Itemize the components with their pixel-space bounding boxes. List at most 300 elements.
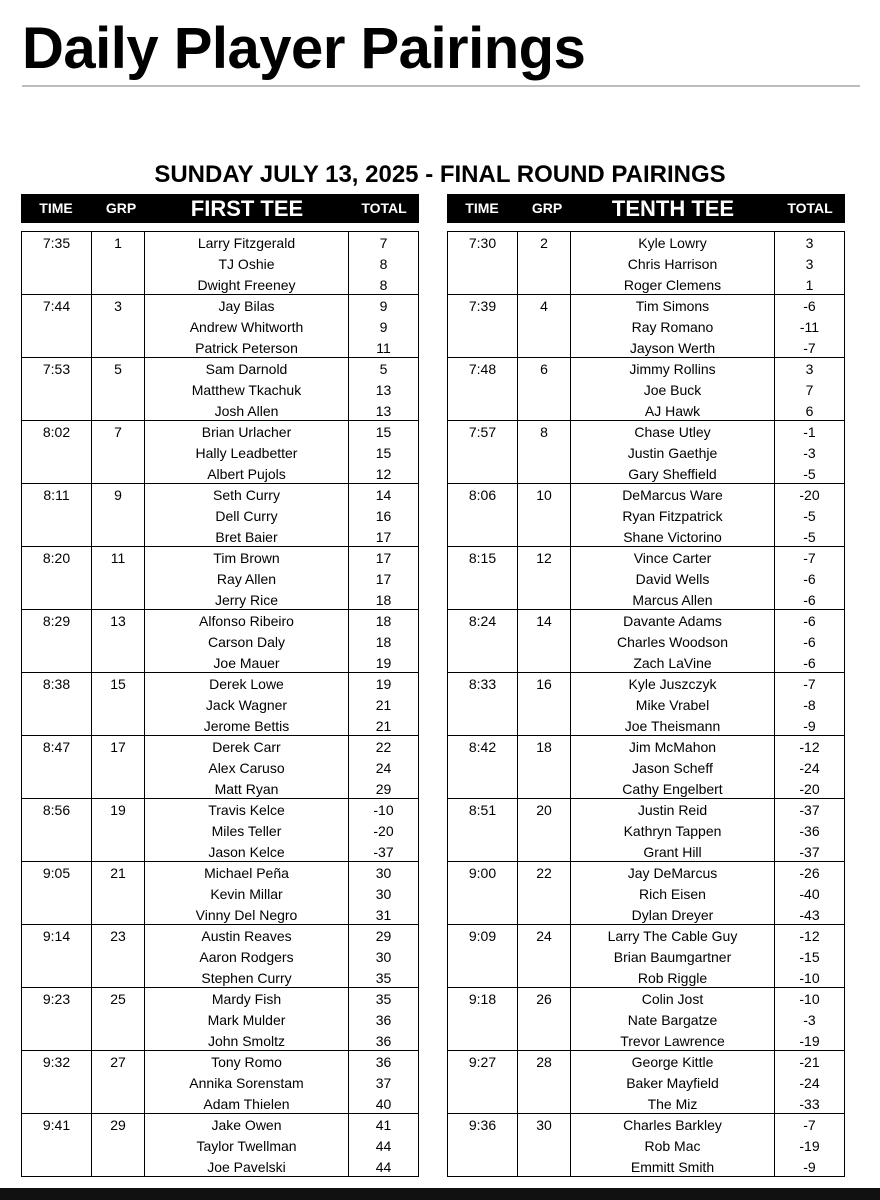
player-name: Jay Bilas bbox=[218, 298, 275, 314]
player-name: Austin Reaves bbox=[201, 928, 292, 944]
group-number: 23 bbox=[92, 925, 145, 987]
player-total: 29 bbox=[375, 928, 392, 944]
total-header: TOTAL bbox=[361, 200, 407, 216]
player-total: 8 bbox=[379, 256, 388, 272]
group-number: 24 bbox=[518, 925, 571, 987]
tee-time: 9:00 bbox=[448, 862, 518, 924]
player-total: -20 bbox=[799, 781, 820, 797]
player-name: Jake Owen bbox=[211, 1117, 282, 1133]
tee-time: 9:32 bbox=[22, 1051, 92, 1113]
player-total: -43 bbox=[799, 907, 820, 923]
player-name: Travis Kelce bbox=[208, 802, 285, 818]
group-number: 8 bbox=[518, 421, 571, 483]
tee-time: 8:33 bbox=[448, 673, 518, 735]
player-total: -8 bbox=[803, 697, 816, 713]
page-title: Daily Player Pairings bbox=[22, 16, 586, 81]
totals-cell bbox=[775, 421, 844, 483]
player-name: TJ Oshie bbox=[218, 256, 275, 272]
tee-time: 8:47 bbox=[22, 736, 92, 798]
pairing-group-row bbox=[448, 1114, 844, 1176]
players-cell bbox=[145, 484, 349, 546]
totals-cell bbox=[349, 799, 418, 861]
player-total: 9 bbox=[379, 319, 388, 335]
player-total: -6 bbox=[803, 634, 816, 650]
totals-cell bbox=[775, 484, 844, 546]
pairing-group-row bbox=[22, 358, 418, 421]
player-total: -11 bbox=[799, 319, 820, 335]
group-number: 29 bbox=[92, 1114, 145, 1176]
totals-cell bbox=[349, 736, 418, 798]
player-total: 3 bbox=[805, 235, 814, 251]
totals-cell bbox=[349, 925, 418, 987]
pairing-group-row bbox=[448, 673, 844, 736]
player-name: Albert Pujols bbox=[207, 466, 286, 482]
player-total: 18 bbox=[375, 592, 392, 608]
player-total: 6 bbox=[805, 403, 814, 419]
pairing-group-row bbox=[448, 988, 844, 1051]
player-name: Mike Vrabel bbox=[635, 697, 710, 713]
player-name: Mark Mulder bbox=[207, 1012, 286, 1028]
player-total: 18 bbox=[375, 613, 392, 629]
player-name: Tim Brown bbox=[213, 550, 280, 566]
players-cell bbox=[571, 610, 775, 672]
player-total: -20 bbox=[799, 487, 820, 503]
player-name: Jason Kelce bbox=[208, 844, 285, 860]
player-total: -36 bbox=[799, 823, 820, 839]
grp-header: GRP bbox=[105, 200, 137, 216]
tee-time: 7:48 bbox=[448, 358, 518, 420]
tenth-tee-header bbox=[447, 194, 845, 223]
player-total: -24 bbox=[799, 1075, 820, 1091]
player-total: 35 bbox=[375, 991, 392, 1007]
pairing-group-row bbox=[448, 232, 844, 295]
totals-cell bbox=[775, 610, 844, 672]
pairing-group-row bbox=[22, 295, 418, 358]
pairing-group-row bbox=[448, 799, 844, 862]
player-total: 14 bbox=[375, 487, 392, 503]
player-name: Derek Lowe bbox=[209, 676, 284, 692]
tee-time: 8:38 bbox=[22, 673, 92, 735]
round-subtitle: SUNDAY JULY 13, 2025 - FINAL ROUND PAIRINGS bbox=[154, 161, 726, 188]
player-total: 17 bbox=[375, 529, 392, 545]
tee-time: 9:14 bbox=[22, 925, 92, 987]
player-name: Seth Curry bbox=[213, 487, 280, 503]
pairing-group-row bbox=[22, 736, 418, 799]
totals-cell bbox=[349, 547, 418, 609]
tee-time: 8:06 bbox=[448, 484, 518, 546]
pairing-group-row bbox=[448, 547, 844, 610]
player-total: 30 bbox=[375, 949, 392, 965]
totals-cell bbox=[349, 988, 418, 1050]
pairing-group-row bbox=[22, 862, 418, 925]
total-header: TOTAL bbox=[787, 200, 833, 216]
player-name: Trevor Lawrence bbox=[620, 1033, 725, 1049]
player-name: David Wells bbox=[635, 571, 710, 587]
player-total: 16 bbox=[375, 508, 392, 524]
player-name: Roger Clemens bbox=[623, 277, 722, 293]
totals-cell bbox=[349, 421, 418, 483]
player-name: Vince Carter bbox=[633, 550, 712, 566]
player-name: Tim Simons bbox=[635, 298, 710, 314]
players-cell bbox=[571, 673, 775, 735]
player-name: Alfonso Ribeiro bbox=[199, 613, 294, 629]
group-number: 7 bbox=[92, 421, 145, 483]
first-tee-title: FIRST TEE bbox=[190, 196, 304, 221]
pairing-group-row bbox=[22, 799, 418, 862]
player-total: 1 bbox=[805, 277, 814, 293]
group-number: 11 bbox=[92, 547, 145, 609]
player-total: -6 bbox=[803, 571, 816, 587]
tenth-tee-section bbox=[447, 194, 845, 1175]
group-number: 30 bbox=[518, 1114, 571, 1176]
pairing-group-row bbox=[22, 484, 418, 547]
group-number: 16 bbox=[518, 673, 571, 735]
player-name: Chase Utley bbox=[634, 424, 711, 440]
player-total: -3 bbox=[803, 1012, 816, 1028]
player-total: -19 bbox=[799, 1033, 820, 1049]
players-cell bbox=[571, 736, 775, 798]
group-number: 4 bbox=[518, 295, 571, 357]
player-total: 44 bbox=[375, 1159, 392, 1175]
group-number: 6 bbox=[518, 358, 571, 420]
player-name: Zach LaVine bbox=[633, 655, 712, 671]
player-name: Colin Jost bbox=[641, 991, 704, 1007]
totals-cell bbox=[775, 673, 844, 735]
players-cell bbox=[145, 421, 349, 483]
player-name: Jim McMahon bbox=[628, 739, 717, 755]
totals-cell bbox=[349, 610, 418, 672]
players-cell bbox=[145, 673, 349, 735]
tee-time: 9:18 bbox=[448, 988, 518, 1050]
player-name: Andrew Whitworth bbox=[189, 319, 304, 335]
player-name: John Smoltz bbox=[207, 1033, 286, 1049]
player-name: The Miz bbox=[647, 1096, 698, 1112]
totals-cell bbox=[349, 232, 418, 294]
player-name: Jayson Werth bbox=[629, 340, 716, 356]
totals-cell bbox=[775, 295, 844, 357]
players-cell bbox=[571, 1051, 775, 1113]
player-total: 22 bbox=[375, 739, 392, 755]
player-total: -24 bbox=[799, 760, 820, 776]
player-name: Taylor Twellman bbox=[196, 1138, 297, 1154]
player-total: -20 bbox=[373, 823, 394, 839]
first-tee-table bbox=[21, 231, 419, 1177]
player-name: Baker Mayfield bbox=[626, 1075, 719, 1091]
players-cell bbox=[571, 1114, 775, 1176]
player-total: 7 bbox=[379, 235, 388, 251]
group-number: 2 bbox=[518, 232, 571, 294]
player-name: Stephen Curry bbox=[201, 970, 292, 986]
group-number: 15 bbox=[92, 673, 145, 735]
player-total: -7 bbox=[803, 340, 816, 356]
players-cell bbox=[571, 988, 775, 1050]
group-number: 17 bbox=[92, 736, 145, 798]
player-total: -5 bbox=[803, 508, 816, 524]
group-number: 18 bbox=[518, 736, 571, 798]
tee-time: 7:35 bbox=[22, 232, 92, 294]
player-name: Matt Ryan bbox=[214, 781, 279, 797]
player-total: 19 bbox=[375, 676, 392, 692]
player-total: -10 bbox=[799, 991, 820, 1007]
player-name: Derek Carr bbox=[212, 739, 281, 755]
player-total: 11 bbox=[376, 340, 391, 356]
player-name: Josh Allen bbox=[214, 403, 279, 419]
player-total: 12 bbox=[375, 466, 392, 482]
player-total: -33 bbox=[799, 1096, 820, 1112]
tenth-tee-table bbox=[447, 231, 845, 1177]
player-name: Joe Theismann bbox=[624, 718, 721, 734]
players-cell bbox=[145, 799, 349, 861]
player-name: Joe Buck bbox=[643, 382, 702, 398]
players-cell bbox=[571, 547, 775, 609]
group-number: 10 bbox=[518, 484, 571, 546]
player-name: Bret Baier bbox=[215, 529, 278, 545]
player-name: Vinny Del Negro bbox=[195, 907, 298, 923]
title-divider bbox=[22, 85, 860, 87]
totals-cell bbox=[775, 547, 844, 609]
player-name: Justin Gaethje bbox=[627, 445, 718, 461]
player-total: 35 bbox=[375, 970, 392, 986]
player-total: 3 bbox=[805, 361, 814, 377]
player-total: 36 bbox=[375, 1054, 392, 1070]
player-total: -9 bbox=[803, 1159, 816, 1175]
tee-time: 8:51 bbox=[448, 799, 518, 861]
player-total: 30 bbox=[375, 886, 392, 902]
player-total: -3 bbox=[803, 445, 816, 461]
players-cell bbox=[145, 1051, 349, 1113]
player-name: Patrick Peterson bbox=[195, 340, 298, 356]
player-name: Jay DeMarcus bbox=[627, 865, 718, 881]
player-total: -37 bbox=[799, 844, 820, 860]
player-total: 44 bbox=[375, 1138, 392, 1154]
player-name: George Kittle bbox=[631, 1054, 714, 1070]
player-total: 8 bbox=[379, 277, 388, 293]
totals-cell bbox=[775, 799, 844, 861]
pairing-group-row bbox=[22, 673, 418, 736]
tee-time: 8:20 bbox=[22, 547, 92, 609]
player-total: 17 bbox=[375, 571, 392, 587]
player-name: Ray Allen bbox=[216, 571, 277, 587]
player-total: 21 bbox=[375, 718, 392, 734]
player-name: Kyle Juszczyk bbox=[628, 676, 717, 692]
player-total: 37 bbox=[375, 1075, 392, 1091]
player-name: Dell Curry bbox=[215, 508, 278, 524]
player-name: Adam Thielen bbox=[203, 1096, 290, 1112]
tee-time: 8:15 bbox=[448, 547, 518, 609]
player-name: Rich Eisen bbox=[639, 886, 706, 902]
player-total: -12 bbox=[799, 928, 820, 944]
player-total: 36 bbox=[375, 1012, 392, 1028]
tee-time: 8:29 bbox=[22, 610, 92, 672]
pairing-group-row bbox=[22, 547, 418, 610]
group-number: 13 bbox=[92, 610, 145, 672]
player-name: Alex Caruso bbox=[208, 760, 285, 776]
first-tee-section bbox=[21, 194, 419, 1175]
group-number: 22 bbox=[518, 862, 571, 924]
player-name: Carson Daly bbox=[207, 634, 286, 650]
grp-header: GRP bbox=[531, 200, 563, 216]
player-name: Shane Victorino bbox=[623, 529, 722, 545]
pairing-group-row bbox=[448, 358, 844, 421]
group-number: 3 bbox=[92, 295, 145, 357]
player-total: 29 bbox=[375, 781, 392, 797]
players-cell bbox=[571, 232, 775, 294]
totals-cell bbox=[775, 736, 844, 798]
player-name: Nate Bargatze bbox=[627, 1012, 718, 1028]
player-name: Jerry Rice bbox=[214, 592, 278, 608]
tee-time: 7:53 bbox=[22, 358, 92, 420]
player-name: Larry Fitzgerald bbox=[197, 235, 296, 251]
pairing-group-row bbox=[448, 421, 844, 484]
group-number: 12 bbox=[518, 547, 571, 609]
player-name: Justin Reid bbox=[637, 802, 708, 818]
player-total: 3 bbox=[805, 256, 814, 272]
tee-time: 9:05 bbox=[22, 862, 92, 924]
pairing-group-row bbox=[22, 988, 418, 1051]
totals-cell bbox=[349, 1114, 418, 1176]
group-number: 20 bbox=[518, 799, 571, 861]
totals-cell bbox=[349, 358, 418, 420]
players-cell bbox=[145, 547, 349, 609]
group-number: 27 bbox=[92, 1051, 145, 1113]
players-cell bbox=[571, 799, 775, 861]
players-cell bbox=[571, 862, 775, 924]
player-total: -6 bbox=[803, 655, 816, 671]
player-name: Joe Pavelski bbox=[207, 1159, 286, 1175]
totals-cell bbox=[775, 1114, 844, 1176]
tee-time: 7:44 bbox=[22, 295, 92, 357]
player-name: Sam Darnold bbox=[205, 361, 288, 377]
players-cell bbox=[145, 862, 349, 924]
player-name: DeMarcus Ware bbox=[622, 487, 723, 503]
player-name: Ryan Fitzpatrick bbox=[622, 508, 723, 524]
totals-cell bbox=[775, 232, 844, 294]
pairing-group-row bbox=[22, 925, 418, 988]
player-name: Dylan Dreyer bbox=[631, 907, 714, 923]
player-name: Matthew Tkachuk bbox=[191, 382, 302, 398]
player-total: 18 bbox=[375, 634, 392, 650]
player-total: 41 bbox=[375, 1117, 392, 1133]
player-name: Gary Sheffield bbox=[628, 466, 717, 482]
tee-time: 8:42 bbox=[448, 736, 518, 798]
player-total: -1 bbox=[803, 424, 816, 440]
group-number: 28 bbox=[518, 1051, 571, 1113]
pairing-group-row bbox=[22, 1051, 418, 1114]
tee-time: 7:57 bbox=[448, 421, 518, 483]
player-name: Jimmy Rollins bbox=[629, 361, 716, 377]
pairing-group-row bbox=[448, 736, 844, 799]
totals-cell bbox=[349, 1051, 418, 1113]
players-cell bbox=[145, 925, 349, 987]
player-name: Charles Barkley bbox=[623, 1117, 722, 1133]
group-number: 14 bbox=[518, 610, 571, 672]
players-cell bbox=[145, 232, 349, 294]
player-total: -10 bbox=[799, 970, 820, 986]
player-total: 19 bbox=[375, 655, 392, 671]
players-cell bbox=[145, 1114, 349, 1176]
player-total: 5 bbox=[379, 361, 388, 377]
player-total: 15 bbox=[375, 424, 392, 440]
players-cell bbox=[571, 421, 775, 483]
totals-cell bbox=[775, 988, 844, 1050]
player-total: 15 bbox=[375, 445, 392, 461]
pairing-group-row bbox=[448, 925, 844, 988]
player-total: -15 bbox=[799, 949, 820, 965]
player-name: Ray Romano bbox=[631, 319, 714, 335]
player-total: -26 bbox=[799, 865, 820, 881]
player-total: -6 bbox=[803, 613, 816, 629]
group-number: 19 bbox=[92, 799, 145, 861]
pairing-group-row bbox=[22, 232, 418, 295]
time-header: TIME bbox=[39, 200, 73, 216]
player-total: 7 bbox=[805, 382, 814, 398]
totals-cell bbox=[775, 925, 844, 987]
totals-cell bbox=[775, 1051, 844, 1113]
player-total: 40 bbox=[375, 1096, 392, 1112]
player-name: Rob Mac bbox=[644, 1138, 701, 1154]
player-total: -6 bbox=[803, 298, 816, 314]
player-total: -7 bbox=[803, 676, 816, 692]
pairing-group-row bbox=[448, 862, 844, 925]
player-total: -9 bbox=[803, 718, 816, 734]
group-number: 25 bbox=[92, 988, 145, 1050]
player-name: Jerome Bettis bbox=[203, 718, 290, 734]
bottom-edge-bar bbox=[0, 1188, 880, 1200]
player-total: 17 bbox=[375, 550, 392, 566]
player-total: 9 bbox=[379, 298, 388, 314]
player-total: -6 bbox=[803, 592, 816, 608]
player-name: Mardy Fish bbox=[211, 991, 282, 1007]
player-total: 30 bbox=[375, 865, 392, 881]
players-cell bbox=[571, 295, 775, 357]
player-total: -37 bbox=[799, 802, 820, 818]
player-name: Rob Riggle bbox=[637, 970, 708, 986]
tee-time: 9:23 bbox=[22, 988, 92, 1050]
player-total: 13 bbox=[375, 382, 392, 398]
player-name: Jason Scheff bbox=[632, 760, 713, 776]
player-name: Charles Woodson bbox=[616, 634, 729, 650]
player-total: -37 bbox=[373, 844, 394, 860]
players-cell bbox=[145, 610, 349, 672]
tee-time: 8:56 bbox=[22, 799, 92, 861]
pairing-group-row bbox=[22, 1114, 418, 1176]
players-cell bbox=[145, 295, 349, 357]
player-total: 21 bbox=[375, 697, 392, 713]
tee-time: 7:39 bbox=[448, 295, 518, 357]
pairing-group-row bbox=[448, 610, 844, 673]
players-cell bbox=[571, 925, 775, 987]
first-tee-header bbox=[21, 194, 419, 223]
player-name: Aaron Rodgers bbox=[199, 949, 294, 965]
player-total: 31 bbox=[375, 907, 392, 923]
player-name: Kevin Millar bbox=[210, 886, 283, 902]
time-header: TIME bbox=[465, 200, 499, 216]
players-cell bbox=[571, 484, 775, 546]
player-total: -7 bbox=[803, 550, 816, 566]
player-name: Kathryn Tappen bbox=[623, 823, 722, 839]
player-name: Kyle Lowry bbox=[638, 235, 707, 251]
tee-time: 9:09 bbox=[448, 925, 518, 987]
tee-time: 8:24 bbox=[448, 610, 518, 672]
player-name: Tony Romo bbox=[211, 1054, 282, 1070]
pairing-group-row bbox=[448, 484, 844, 547]
group-number: 21 bbox=[92, 862, 145, 924]
tee-time: 9:36 bbox=[448, 1114, 518, 1176]
tenth-tee-title: TENTH TEE bbox=[611, 196, 735, 221]
tee-time: 7:30 bbox=[448, 232, 518, 294]
player-total: 24 bbox=[375, 760, 392, 776]
player-total: -5 bbox=[803, 466, 816, 482]
